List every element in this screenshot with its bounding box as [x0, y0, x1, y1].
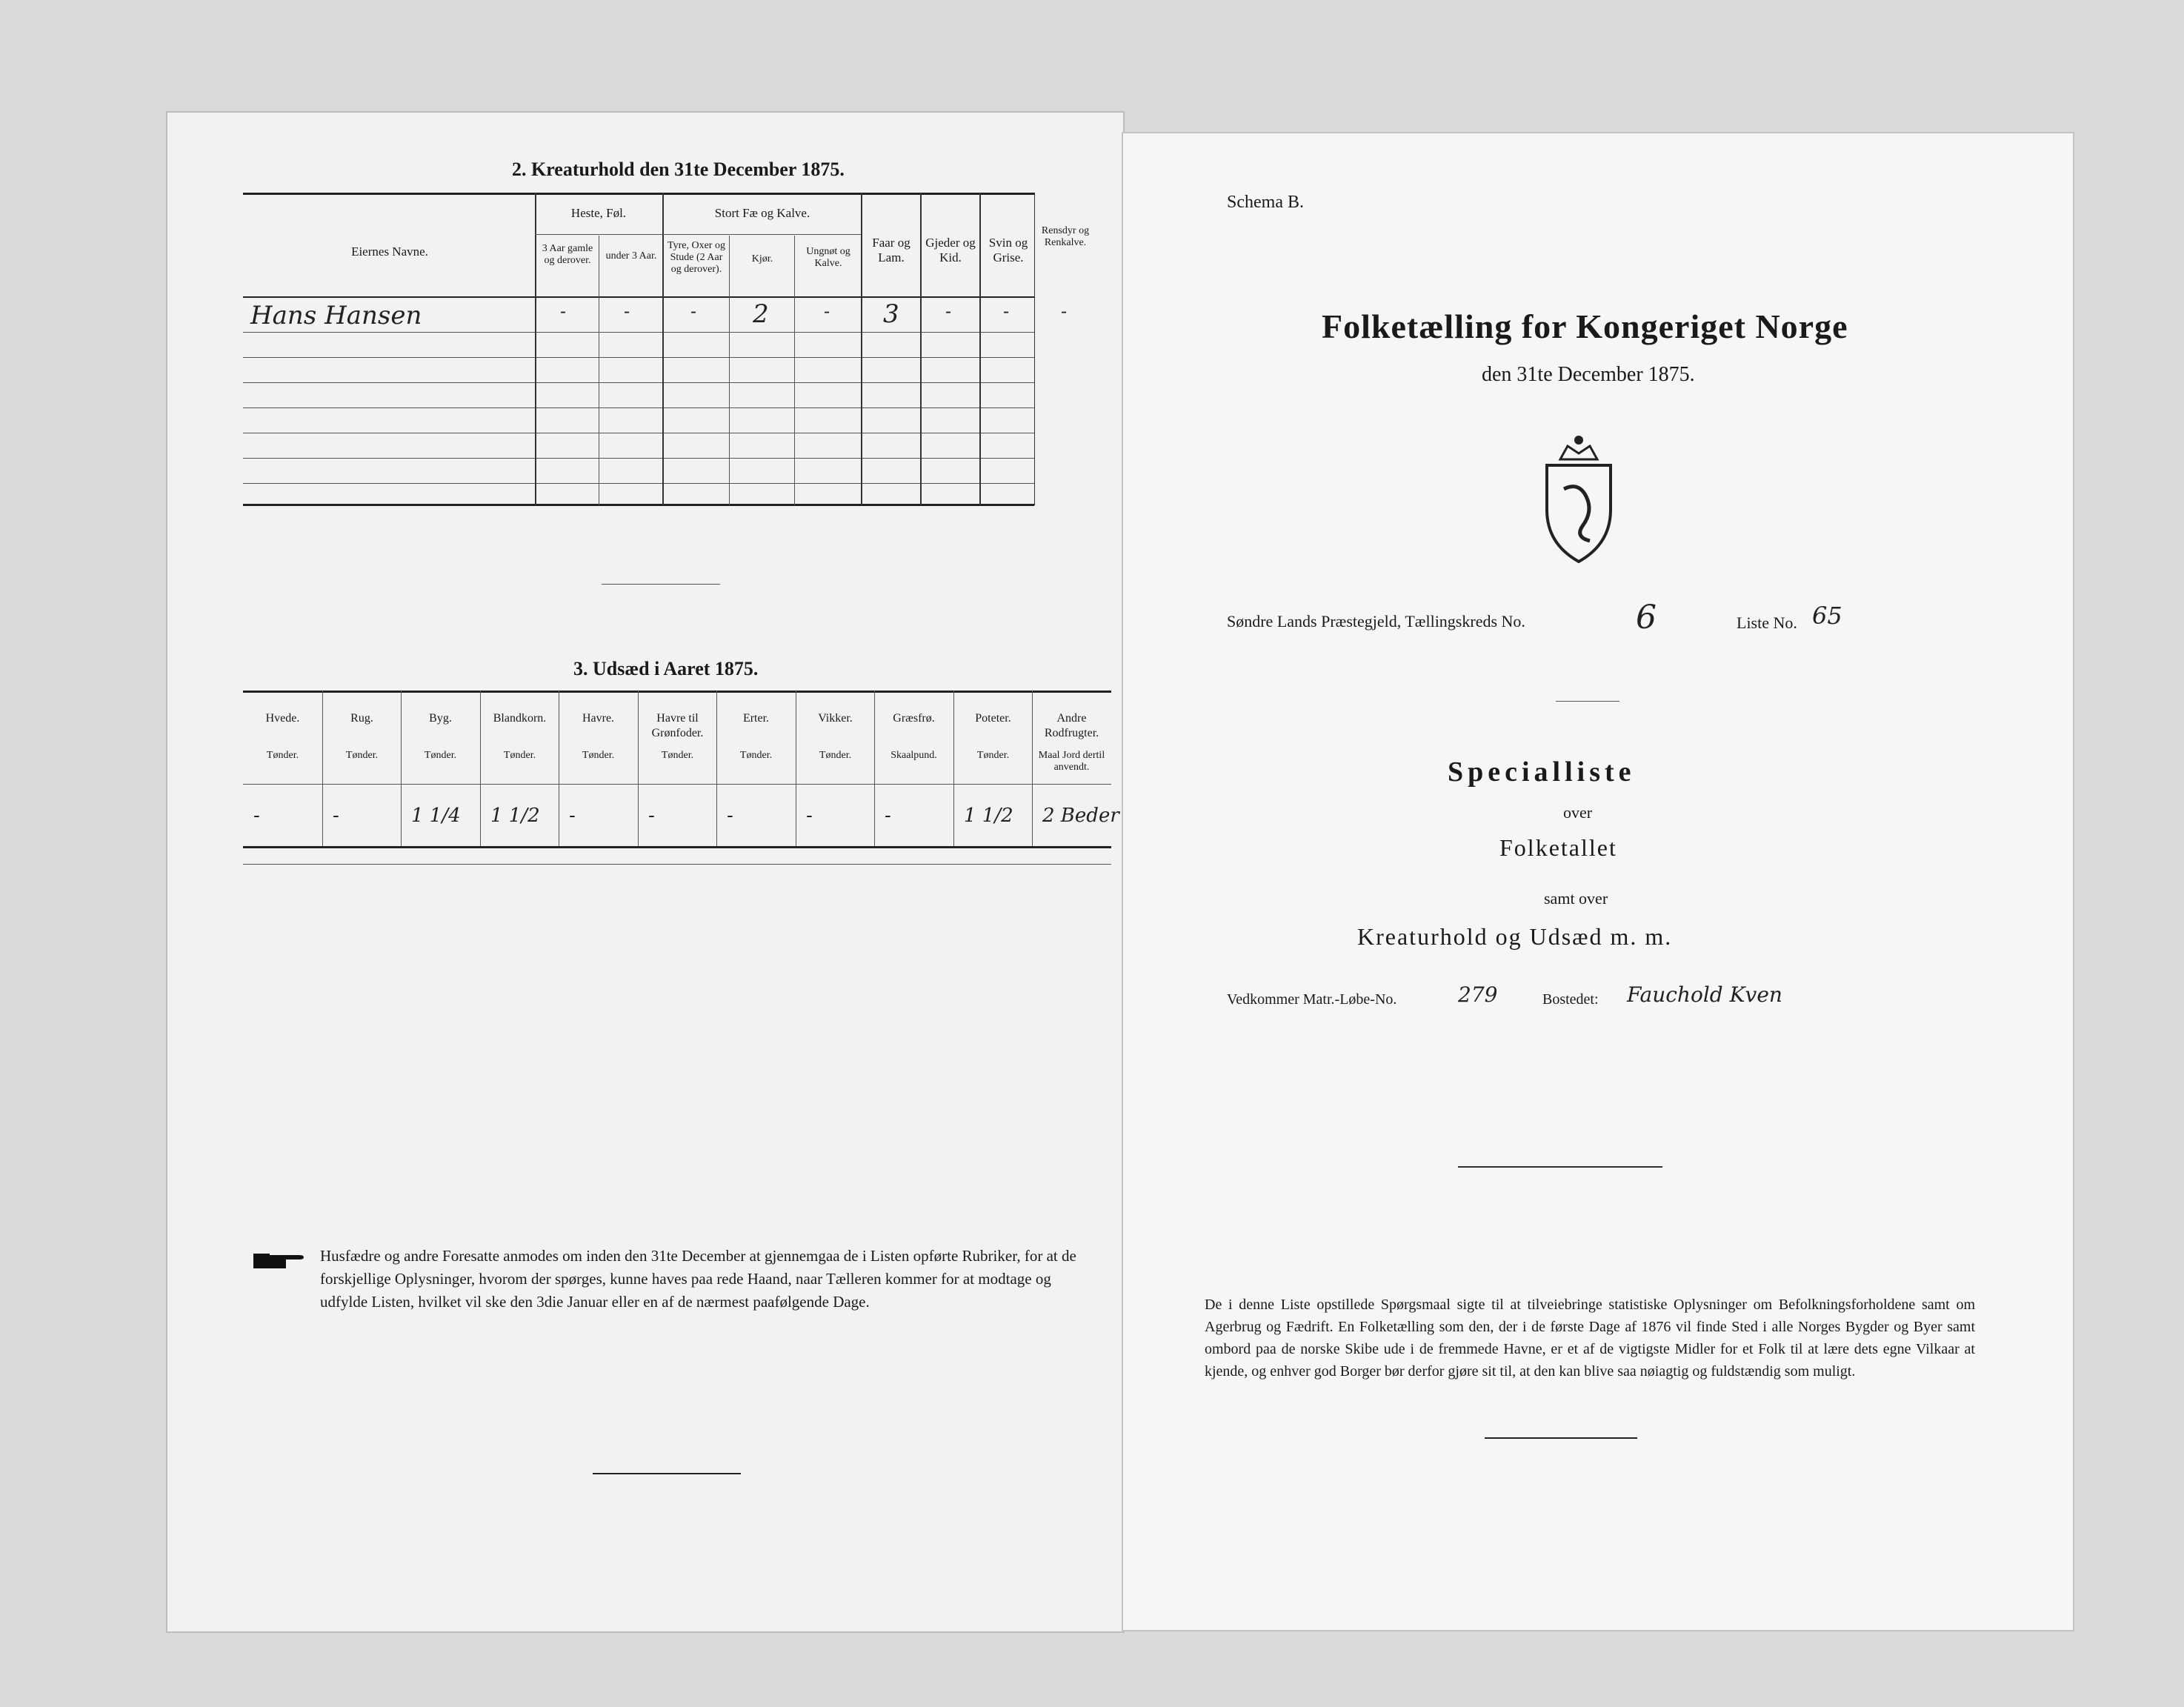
- seed-header-name: Vikker.: [818, 712, 853, 725]
- seed-value: 2 Beder: [1042, 805, 1119, 827]
- separator-line: [1556, 701, 1619, 702]
- cattle-header: Stort Fæ og Kalve.: [714, 206, 810, 220]
- reindeer-value: -: [1061, 301, 1068, 322]
- horses-3y-value: -: [560, 301, 567, 322]
- seed-value: -: [333, 805, 339, 827]
- cows-header: Kjør.: [751, 253, 773, 264]
- seed-header-unit: Tønder.: [661, 750, 694, 761]
- schema-label: Schema B.: [1227, 193, 1304, 212]
- pointing-hand-icon: [252, 1249, 305, 1271]
- horses-header: Heste, Føl.: [570, 206, 627, 220]
- seed-header-name: Byg.: [429, 712, 452, 725]
- list-number: 65: [1812, 602, 1842, 630]
- seed-header-unit: Tønder.: [976, 750, 1010, 761]
- seed-header-unit: Tønder.: [819, 750, 852, 761]
- owner-header: Eiernes Navne.: [351, 244, 428, 259]
- cows-value: 2: [753, 299, 769, 329]
- footer-text: De i denne Liste opstillede Spørgsmaal sigte til at tilveiebringe statistiske Oplysninger om Befolkningsforholdene samt om Agerbrug og Fædrift. En Folketælling som den, der i de første Dage af 1876 vil finde Sted i alle Norges Bygder og Byer samt ombord paa de norske Skibe ude i de fremmede Havne, er et af de vigtigste Midler for et Folk til at lære dets egne Vilkaar at kjende, og enhver god Borger bør derfor gjøre sit til, at den kan blive saa nøiagtig og fuldstændig som muligt.: [1205, 1297, 1975, 1380]
- notice-text: Husfædre og andre Foresatte anmodes om inden den 31te December at gjennemgaa de i Listen opførte Rubriker, for at de forskjellige Oplysninger, hvorom der spørges, kunne haves paa rede Haand, naar Tælleren kommer for at modtage og udfylde Listen, hvilket vil ske den 3die Januar eller en af de nærmest paafølgende Dage.: [320, 1247, 1076, 1311]
- right-page: [1122, 132, 2074, 1631]
- seed-header-name: Erter.: [742, 712, 770, 725]
- kreaturhold-text: Kreaturhold og Udsæd m. m.: [1357, 923, 1673, 950]
- seed-header-unit: Skaalpund.: [890, 750, 937, 761]
- horses-under-header: under 3 Aar.: [605, 250, 657, 262]
- coat-of-arms-icon: [1538, 430, 1619, 563]
- seed-header-name: Rug.: [350, 712, 373, 725]
- seed-header-unit: Tønder.: [503, 750, 536, 761]
- seed-value: -: [253, 805, 260, 827]
- seed-header-name: Poteter.: [975, 712, 1011, 725]
- seed-value: 1 1/4: [411, 805, 461, 827]
- seed-value: -: [648, 805, 655, 827]
- seed-header-name: Havre.: [582, 712, 615, 725]
- seed-header-name: Hvede.: [265, 712, 300, 725]
- seed-value: -: [727, 805, 733, 827]
- young-value: -: [824, 301, 830, 322]
- specialliste-title: Specialliste: [1448, 756, 1636, 788]
- seed-value: -: [885, 805, 891, 827]
- seed-value: -: [569, 805, 576, 827]
- seed-value: 1 1/2: [964, 805, 1013, 827]
- seed-header-name: Blandkorn.: [493, 712, 547, 725]
- district-number: 6: [1636, 599, 1657, 636]
- horses-under-value: -: [624, 301, 630, 322]
- left-page: [166, 111, 1125, 1633]
- seed-header-unit: Tønder.: [739, 750, 773, 761]
- main-subtitle: den 31te December 1875.: [1482, 363, 1695, 386]
- section3-title: 3. Udsæd i Aaret 1875.: [573, 658, 759, 679]
- seed-header-name: Andre Rodfrugter.: [1044, 712, 1099, 739]
- separator-line: [1458, 1166, 1662, 1168]
- goats-header: Gjeder og Kid.: [925, 236, 976, 264]
- seed-value: 1 1/2: [490, 805, 540, 827]
- seed-header-unit: Tønder.: [345, 750, 379, 761]
- seed-header-name: Havre til Grønfoder.: [651, 712, 704, 739]
- bottom-rule: [593, 1473, 741, 1474]
- seed-header-unit: Tønder.: [266, 750, 299, 761]
- bulls-header: Tyre, Oxer og Stude (2 Aar og derover).: [667, 240, 725, 275]
- over-text: over: [1563, 803, 1593, 822]
- bottom-rule: [1485, 1437, 1637, 1439]
- list-label: Liste No.: [1737, 613, 1797, 632]
- parish-label: Søndre Lands Præstegjeld, Tællingskreds No.: [1227, 612, 1525, 630]
- reindeer-header: Rensdyr og Renkalve.: [1041, 225, 1090, 248]
- separator-line: [602, 584, 720, 585]
- owner-name: Hans Hansen: [250, 301, 422, 330]
- samt-over-text: samt over: [1544, 889, 1608, 908]
- main-title: Folketælling for Kongeriget Norge: [1322, 307, 1848, 345]
- sheep-header: Faar og Lam.: [872, 236, 910, 264]
- seed-header-name: Græsfrø.: [893, 712, 935, 725]
- bulls-value: -: [690, 301, 697, 322]
- seed-header-unit: Tønder.: [424, 750, 457, 761]
- bosted-value: Fauchold Kven: [1627, 982, 1782, 1007]
- horses-3y-header: 3 Aar gamle og derover.: [542, 243, 593, 266]
- seed-header-unit: Maal Jord dertil anvendt.: [1038, 750, 1105, 773]
- pigs-header: Svin og Grise.: [988, 236, 1028, 264]
- seed-header-unit: Tønder.: [582, 750, 615, 761]
- matr-label: Vedkommer Matr.-Løbe-No.: [1227, 991, 1397, 1008]
- young-header: Ungnøt og Kalve.: [806, 246, 850, 269]
- seed-value: -: [806, 805, 813, 827]
- folketallet-text: Folketallet: [1499, 834, 1617, 861]
- goats-value: -: [945, 301, 952, 322]
- matr-number: 279: [1458, 982, 1498, 1007]
- section2-title: 2. Kreaturhold den 31te December 1875.: [512, 159, 845, 180]
- bosted-label: Bostedet:: [1542, 991, 1599, 1008]
- pigs-value: -: [1003, 301, 1010, 322]
- sheep-value: 3: [883, 299, 899, 329]
